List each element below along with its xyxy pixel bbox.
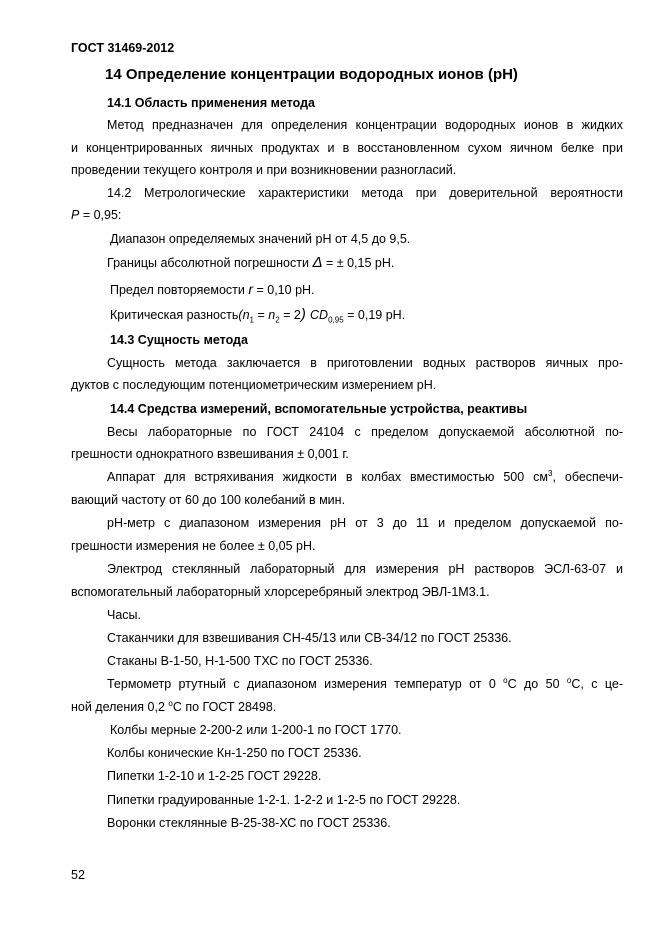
repeatability-value: = 0,10 рН. [253, 283, 315, 297]
degree-superscript: o [503, 675, 508, 685]
cd-symbol: CD [310, 308, 329, 322]
repeatability-label: Предел повторяемости [110, 283, 249, 297]
thermometer-line [107, 676, 623, 692]
list-item: Стаканчики для взвешивания СН-45/13 или СВ-34/12 по ГОСТ 25336. [107, 631, 512, 645]
abs-error-value: = ± 0,15 рН. [322, 256, 395, 270]
shaker-line [107, 469, 623, 485]
thermometer-standard: С по ГОСТ 28498. [172, 700, 277, 714]
paragraph-line: рН-метр с диапазоном измерения рН от 3 до 11 и пределом допускаемой по- [107, 516, 623, 530]
paragraph-line: вспомогательный лабораторный хлорсеребряный электрод ЭВЛ-1М3.1. [71, 585, 490, 599]
paragraph-line: Электрод стеклянный лабораторный для измерения рН растворов ЭСЛ-63-07 и [107, 562, 623, 576]
paragraph-line: грешности однократного взвешивания ± 0,001 г. [71, 447, 349, 461]
probability-symbol: P [71, 208, 80, 222]
list-item: Пипетки градуированные 1-2-1. 1-2-2 и 1-2-5 по ГОСТ 29228. [107, 793, 461, 807]
critical-value: = 0,19 рН. [343, 308, 406, 322]
r-symbol: r [248, 281, 254, 297]
section-title: 14 Определение концентрации водородных ионов (рН) [105, 66, 518, 83]
cd-subscript: 0,95 [328, 315, 344, 325]
list-item: Воронки стеклянные В-25-38-ХС по ГОСТ 25336. [107, 816, 391, 830]
n2-symbol: n [268, 308, 276, 322]
paragraph-line: Сущность метода заключается в приготовлении водных растворов яичных про- [107, 356, 623, 370]
paragraph-line: вающий частоту от 60 до 100 колебаний в мин. [71, 493, 346, 507]
document-header: ГОСТ 31469-2012 [71, 41, 175, 55]
list-item: Колбы конические Кн-1-250 по ГОСТ 25336. [107, 746, 362, 760]
range-line: Диапазон определяемых значений рН от 4,5 до 9,5. [110, 232, 411, 246]
list-item: Пипетки 1-2-10 и 1-2-25 ГОСТ 29228. [107, 769, 322, 783]
degree-superscript: o [168, 698, 173, 708]
paragraph-line: дуктов с последующим потенциометрическим измерением рН. [71, 378, 437, 392]
probability-line [71, 207, 121, 223]
n2-subscript: 2 [275, 315, 280, 325]
critical-paren-open: ( [238, 308, 243, 322]
critical-paren-close: ) [300, 306, 311, 323]
thermometer-text-mid: С до 50 [507, 677, 567, 691]
thermometer-line-2 [71, 699, 276, 715]
subsection-heading-14-1: 14.1 Область применения метода [107, 96, 315, 110]
paragraph-line: и концентрированных яичных продуктах и в восстановленном сухом яичном белке при [71, 141, 623, 155]
subsection-heading-14-3: 14.3 Сущность метода [110, 333, 248, 347]
delta-symbol: Δ [312, 254, 323, 271]
thermometer-division: ной деления 0,2 [71, 700, 169, 714]
critical-label: Критическая разность [110, 308, 239, 322]
list-item: Колбы мерные 2-200-2 или 1-200-1 по ГОСТ 1770. [110, 723, 402, 737]
critical-difference-line [110, 307, 405, 323]
list-item: Стаканы В-1-50, Н-1-500 ТХС по ГОСТ 25336. [107, 654, 373, 668]
shaker-text-end: , обеспечи- [552, 470, 623, 484]
subsection-heading-14-4: 14.4 Средства измерений, вспомогательные устройства, реактивы [110, 402, 528, 416]
thermometer-text: Термометр ртутный с диапазоном измерения температур от 0 [107, 677, 504, 691]
n1-subscript: 1 [249, 315, 254, 325]
shaker-text: Аппарат для встряхивания жидкости в колбах вместимостью 500 см [107, 470, 548, 484]
critical-eq1: = [254, 308, 269, 322]
probability-value: = 0,95: [79, 208, 122, 222]
abs-error-line [107, 255, 394, 271]
paragraph-line: грешности измерения не более ± 0,05 рН. [71, 539, 316, 553]
abs-error-label: Границы абсолютной погрешности [107, 256, 313, 270]
critical-eq2: = 2 [279, 308, 301, 322]
thermometer-text-end: С, с це- [571, 677, 623, 691]
list-item: Часы. [107, 608, 141, 622]
n1-symbol: n [242, 308, 250, 322]
page-number: 52 [71, 868, 85, 882]
cubic-superscript: 3 [548, 468, 553, 478]
paragraph-line: 14.2 Метрологические характеристики метода при доверительной вероятности [107, 186, 623, 200]
degree-superscript: o [566, 675, 572, 685]
repeatability-line [110, 281, 315, 298]
paragraph-line: проведении текущего контроля и при возникновении разногласий. [71, 163, 457, 177]
paragraph-line: Метод предназначен для определения концентрации водородных ионов в жидких [107, 118, 623, 132]
paragraph-line: Весы лабораторные по ГОСТ 24104 с пределом допускаемой абсолютной по- [107, 425, 623, 439]
